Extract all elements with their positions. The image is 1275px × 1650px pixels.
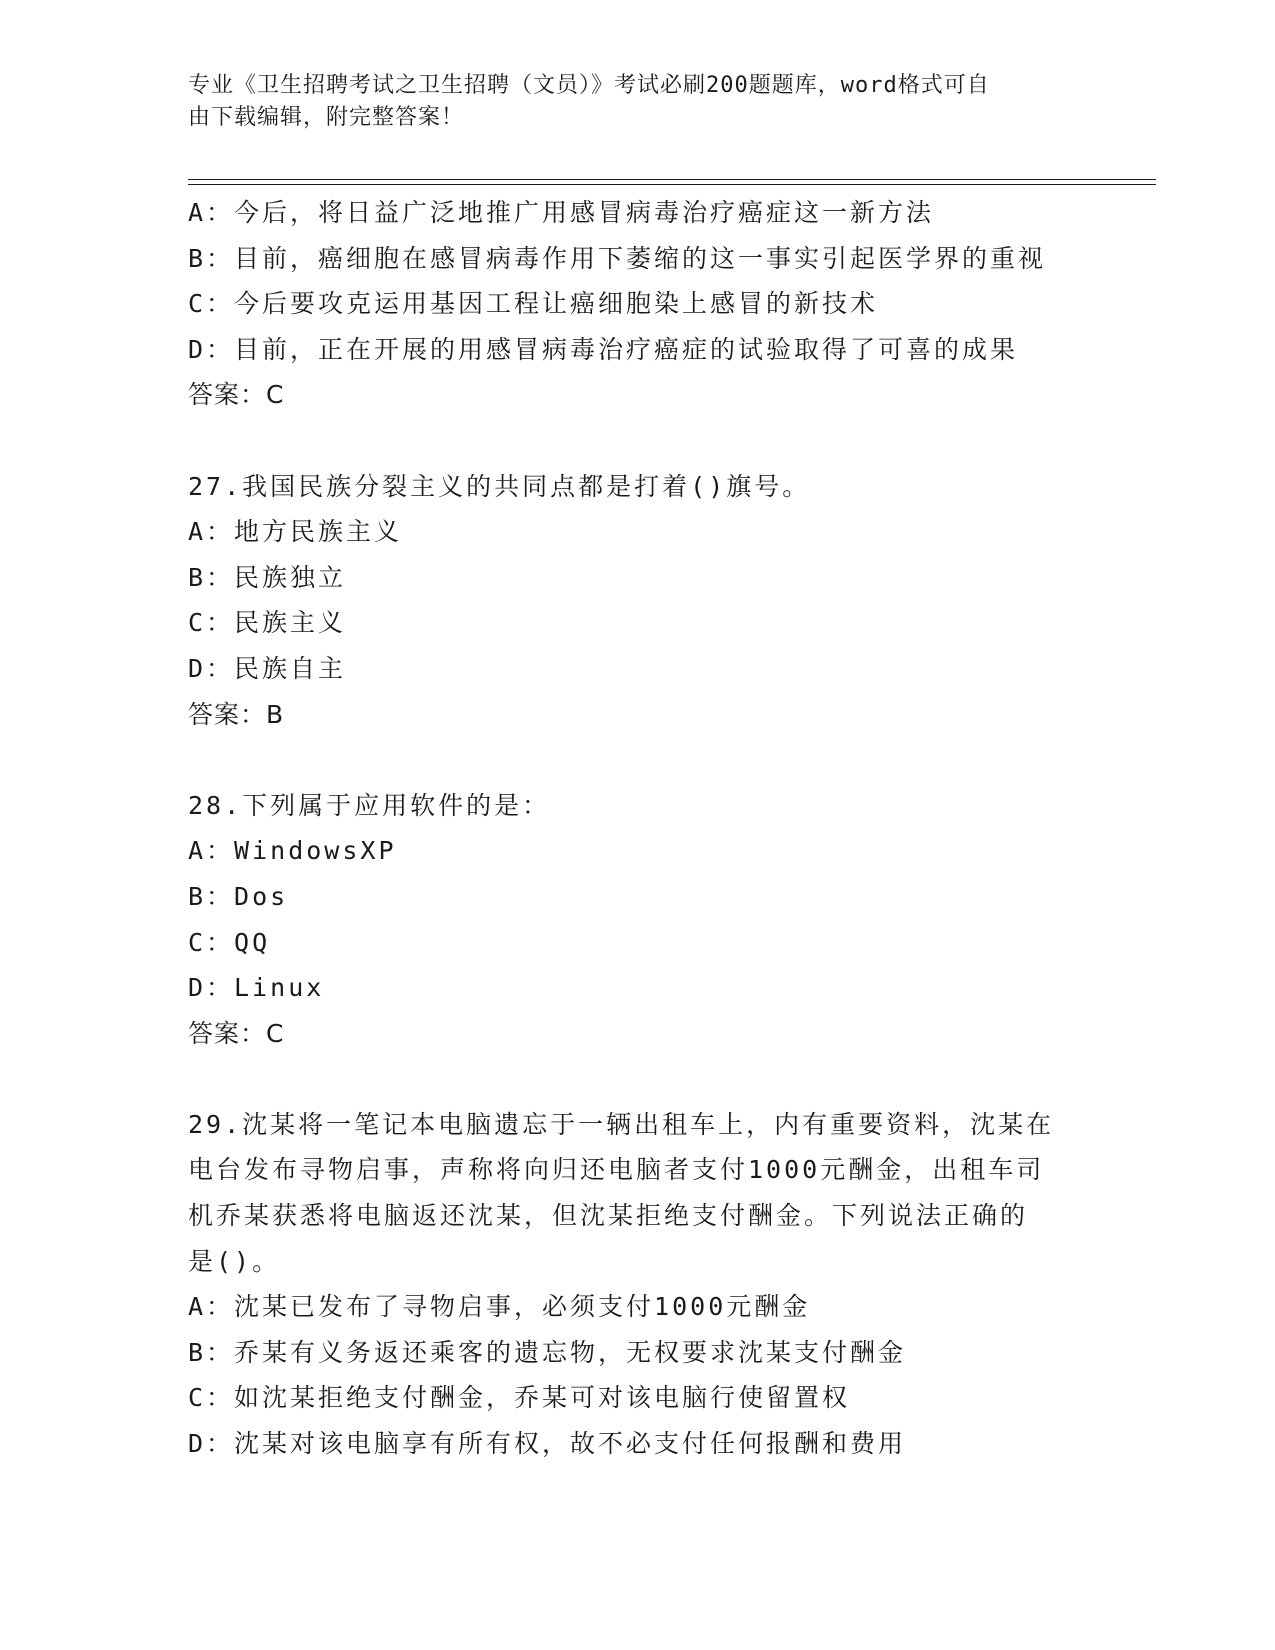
question-text-line-4: 是()。 <box>188 1246 281 1276</box>
answer: 答案：B <box>188 699 285 729</box>
option-d: D：目前，正在开展的用感冒病毒治疗癌症的试验取得了可喜的成果 <box>188 334 1019 364</box>
document-header <box>188 70 1068 134</box>
spacer <box>188 737 1088 783</box>
option-d: D：民族自主 <box>188 653 347 683</box>
option-c: C：如沈某拒绝支付酬金，乔某可对该电脑行使留置权 <box>188 1383 851 1413</box>
option-b: B：民族独立 <box>188 562 347 592</box>
option-c: C：QQ <box>188 927 271 957</box>
option-a: A：WindowsXP <box>188 836 397 866</box>
question-text-line-2: 电台发布寻物启事，声称将向归还电脑者支付1000元酬金，出租车司 <box>188 1155 1045 1185</box>
answer: 答案：C <box>188 380 285 410</box>
option-b: B：乔某有义务返还乘客的遗忘物，无权要求沈某支付酬金 <box>188 1337 907 1367</box>
option-a: A：地方民族主义 <box>188 517 403 547</box>
header-line-1: 专业《卫生招聘考试之卫生招聘（文员）》考试必刷200题题库，word格式可自 <box>188 73 990 98</box>
question-text-line-3: 机乔某获悉将电脑返还沈某，但沈某拒绝支付酬金。下列说法正确的 <box>188 1201 1029 1231</box>
question-29 <box>188 1102 1088 1467</box>
question-text: 28.下列属于应用软件的是： <box>188 790 551 820</box>
answer: 答案：C <box>188 1018 285 1048</box>
header-line-2: 由下载编辑，附完整答案！ <box>188 105 465 130</box>
question-28 <box>188 783 1088 1057</box>
spacer <box>188 418 1088 464</box>
header-divider-top <box>188 179 1156 180</box>
option-d: D：沈某对该电脑享有所有权，故不必支付任何报酬和费用 <box>188 1429 907 1459</box>
option-a: A：沈某已发布了寻物启事，必须支付1000元酬金 <box>188 1292 811 1322</box>
option-d: D：Linux <box>188 973 325 1003</box>
option-b: B：目前，癌细胞在感冒病毒作用下萎缩的这一事实引起医学界的重视 <box>188 243 1047 273</box>
question-text: 27.我国民族分裂主义的共同点都是打着()旗号。 <box>188 471 811 501</box>
question-26 <box>188 190 1088 418</box>
question-27 <box>188 464 1088 738</box>
spacer <box>188 1056 1088 1102</box>
option-b: B：Dos <box>188 881 289 911</box>
option-a: A：今后，将日益广泛地推广用感冒病毒治疗癌症这一新方法 <box>188 198 935 227</box>
option-c: C：民族主义 <box>188 608 347 638</box>
option-c: C：今后要攻克运用基因工程让癌细胞染上感冒的新技术 <box>188 289 879 319</box>
question-list <box>188 190 1088 1467</box>
question-text-line-1: 29.沈某将一笔记本电脑遗忘于一辆出租车上，内有重要资料，沈某在 <box>188 1109 1055 1139</box>
header-divider-bottom <box>188 184 1156 185</box>
